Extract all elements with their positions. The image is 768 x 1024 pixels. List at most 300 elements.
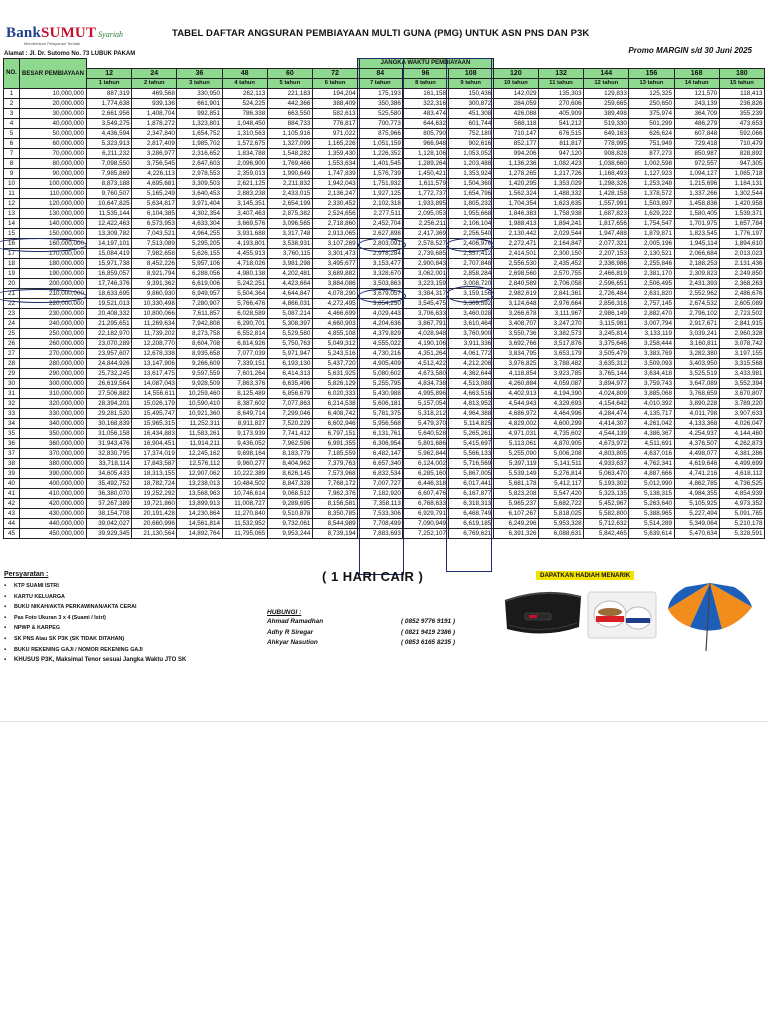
financing-amount: 380,000,000: [20, 459, 87, 469]
installment-cell: 8,626,145: [267, 469, 312, 479]
installment-cell: 4,029,443: [358, 309, 403, 319]
row-number: 40: [4, 479, 20, 489]
table-row: [4, 189, 765, 199]
installment-cell: 2,095,053: [403, 209, 448, 219]
installment-cell: 11,914,211: [177, 439, 222, 449]
installment-cell: 1,557,991: [584, 199, 629, 209]
row-number: 18: [4, 259, 20, 269]
year-header: 7 tahun: [358, 79, 403, 89]
year-header: 13 tahun: [629, 79, 674, 89]
installment-cell: 4,376,507: [674, 439, 719, 449]
installment-cell: 9,510,878: [267, 509, 312, 519]
jangka-waktu-label: JANGKA WAKTU PEMBIAYAAN: [358, 59, 494, 69]
installment-cell: 388,409: [312, 99, 357, 109]
table-row: [4, 499, 765, 509]
table-row: [4, 419, 765, 429]
installment-cell: 9,953,244: [267, 529, 312, 539]
installment-cell: 5,012,990: [629, 479, 674, 489]
financing-amount: 160,000,000: [20, 239, 87, 249]
installment-cell: 375,974: [629, 109, 674, 119]
installment-cell: 6,573,953: [132, 219, 177, 229]
installment-cell: 2,102,318: [358, 199, 403, 209]
installment-cell: 6,797,151: [312, 429, 357, 439]
installment-cell: 649,163: [584, 129, 629, 139]
installment-cell: 3,765,144: [584, 369, 629, 379]
installment-cell: 2,858,284: [448, 269, 493, 279]
year-header: 11 tahun: [538, 79, 583, 89]
table-row: [4, 99, 765, 109]
tenor-header: 72: [312, 69, 357, 79]
table-row: [4, 449, 765, 459]
installment-cell: 3,495,677: [312, 259, 357, 269]
installment-cell: 5,971,947: [267, 349, 312, 359]
installment-cell: 10,921,360: [177, 409, 222, 419]
row-number: 23: [4, 309, 20, 319]
year-header: 8 tahun: [403, 79, 448, 89]
row-number: 31: [4, 389, 20, 399]
installment-cell: 947,305: [719, 159, 764, 169]
installment-cell: 3,670,807: [719, 389, 764, 399]
table-row: [4, 339, 765, 349]
installment-cell: 3,078,742: [719, 339, 764, 349]
installment-cell: 4,730,216: [358, 349, 403, 359]
installment-cell: 3,525,519: [674, 369, 719, 379]
installment-cell: 4,633,304: [177, 219, 222, 229]
installment-cell: 4,829,002: [493, 419, 538, 429]
financing-amount: 300,000,000: [20, 379, 87, 389]
installment-cell: 3,907,633: [719, 409, 764, 419]
installment-cell: 884,733: [267, 119, 312, 129]
installment-cell: 5,255,795: [358, 379, 403, 389]
installment-cell: 601,744: [448, 119, 493, 129]
contact-phone[interactable]: ( 0821 9419 2386 ): [401, 628, 456, 636]
installment-cell: 16,904,451: [132, 439, 177, 449]
row-number: 29: [4, 369, 20, 379]
installment-cell: 1,226,352: [358, 149, 403, 159]
installment-cell: 5,430,988: [358, 389, 403, 399]
installment-cell: 21,295,651: [87, 319, 132, 329]
installment-cell: 1,955,668: [448, 209, 493, 219]
installment-cell: 729,418: [674, 139, 719, 149]
installment-cell: 7,007,727: [358, 479, 403, 489]
row-number: 14: [4, 219, 20, 229]
installment-cell: 6,131,761: [358, 429, 403, 439]
installment-cell: 4,261,042: [629, 419, 674, 429]
installment-cell: 5,265,261: [448, 429, 493, 439]
financing-amount: 60,000,000: [20, 139, 87, 149]
installment-cell: 5,006,208: [538, 449, 583, 459]
installment-cell: 5,582,800: [584, 509, 629, 519]
installment-cell: 5,452,967: [584, 499, 629, 509]
installment-cell: 4,202,481: [267, 269, 312, 279]
installment-cell: 16,859,057: [87, 269, 132, 279]
installment-cell: 1,065,718: [719, 169, 764, 179]
financing-amount: 370,000,000: [20, 449, 87, 459]
installment-cell: 18,633,695: [87, 289, 132, 299]
installment-cell: 2,277,511: [358, 209, 403, 219]
installment-cell: 3,679,057: [358, 289, 403, 299]
financing-amount: 10,000,000: [20, 89, 87, 99]
financing-amount: 390,000,000: [20, 469, 87, 479]
installment-cell: 4,619,646: [674, 459, 719, 469]
installment-cell: 322,316: [403, 99, 448, 109]
installment-cell: 3,407,463: [222, 209, 267, 219]
installment-cell: 6,290,701: [222, 319, 267, 329]
installment-cell: 2,136,247: [312, 189, 357, 199]
installment-cell: 2,570,755: [538, 269, 583, 279]
installment-cell: 2,978,284: [358, 249, 403, 259]
installment-cell: 20,660,996: [132, 519, 177, 529]
waist-bag-image: [503, 583, 583, 641]
table-row: [4, 279, 765, 289]
installment-cell: 6,991,355: [312, 439, 357, 449]
installment-cell: 1,805,232: [448, 199, 493, 209]
installment-cell: 6,768,633: [403, 499, 448, 509]
installment-cell: 9,698,164: [222, 449, 267, 459]
installment-cell: 12,422,463: [87, 219, 132, 229]
financing-amount: 410,000,000: [20, 489, 87, 499]
installment-cell: 9,732,061: [267, 519, 312, 529]
installment-cell: 31,056,158: [87, 429, 132, 439]
installment-cell: 1,654,796: [448, 189, 493, 199]
installment-cell: 6,482,147: [358, 449, 403, 459]
installment-cell: 2,130,521: [629, 249, 674, 259]
installment-cell: 6,214,538: [312, 399, 357, 409]
installment-cell: 1,539,371: [719, 209, 764, 219]
installment-cell: 236,826: [719, 99, 764, 109]
installment-cell: 6,814,926: [222, 339, 267, 349]
installment-cell: 4,803,805: [584, 449, 629, 459]
installment-cell: 15,971,738: [87, 259, 132, 269]
installment-cell: 6,028,589: [222, 309, 267, 319]
installment-cell: 3,328,670: [358, 269, 403, 279]
installment-cell: 3,145,351: [222, 199, 267, 209]
installment-cell: 5,956,568: [358, 419, 403, 429]
installment-cell: 6,020,333: [312, 389, 357, 399]
tenor-header: 108: [448, 69, 493, 79]
installment-cell: 4,736,525: [719, 479, 764, 489]
row-number: 30: [4, 379, 20, 389]
installment-cell: 23,957,607: [87, 349, 132, 359]
installment-cell: 1,048,450: [222, 119, 267, 129]
installment-cell: 2,207,153: [584, 249, 629, 259]
installment-cell: 992,851: [177, 109, 222, 119]
year-header: 10 tahun: [493, 79, 538, 89]
installment-cell: 5,141,511: [538, 459, 583, 469]
installment-cell: 4,984,355: [674, 489, 719, 499]
installment-cell: 4,362,644: [448, 369, 493, 379]
installment-cell: 1,769,466: [267, 159, 312, 169]
installment-cell: 14,230,864: [177, 509, 222, 519]
installment-cell: 8,156,581: [312, 499, 357, 509]
installment-cell: 1,203,488: [448, 159, 493, 169]
installment-cell: 1,215,696: [674, 179, 719, 189]
installment-cell: 15,965,315: [132, 419, 177, 429]
installment-cell: 2,368,263: [719, 279, 764, 289]
installment-cell: 9,391,362: [132, 279, 177, 289]
installment-cell: 9,289,695: [267, 499, 312, 509]
installment-cell: 262,113: [222, 89, 267, 99]
year-header: 9 tahun: [448, 79, 493, 89]
installment-cell: 7,768,172: [312, 479, 357, 489]
installment-cell: 1,408,704: [132, 109, 177, 119]
installment-cell: 1,701,975: [674, 219, 719, 229]
table-row: [4, 469, 765, 479]
installment-cell: 39,929,345: [87, 529, 132, 539]
installment-cell: 6,468,749: [448, 509, 493, 519]
installment-cell: 19,252,292: [132, 489, 177, 499]
installment-cell: 3,282,380: [674, 349, 719, 359]
installment-cell: 28,394,201: [87, 399, 132, 409]
requirements-title: Persyaratan :: [4, 571, 49, 578]
installment-cell: 1,576,739: [358, 169, 403, 179]
installment-cell: 3,647,089: [674, 379, 719, 389]
installment-cell: 8,847,328: [267, 479, 312, 489]
requirement-item: ▪ SK PNS Atau SK P3K (SK TIDAK DITAHAN): [4, 634, 264, 645]
table-row: [4, 509, 765, 519]
financing-amount: 240,000,000: [20, 319, 87, 329]
installment-cell: 2,840,589: [493, 279, 538, 289]
table-row: [4, 329, 765, 339]
financing-amount: 430,000,000: [20, 509, 87, 519]
installment-cell: 2,757,145: [629, 299, 674, 309]
installment-cell: 330,950: [177, 89, 222, 99]
installment-cell: 3,309,503: [177, 179, 222, 189]
financing-amount: 310,000,000: [20, 389, 87, 399]
installment-cell: 4,866,031: [267, 299, 312, 309]
table-row: [4, 269, 765, 279]
installment-cell: 5,049,312: [312, 339, 357, 349]
installment-cell: 6,211,232: [87, 149, 132, 159]
installment-cell: 5,781,375: [358, 409, 403, 419]
table-row: [4, 169, 765, 179]
year-header: 12 tahun: [584, 79, 629, 89]
installment-cell: 8,350,785: [312, 509, 357, 519]
installment-cell: 3,653,179: [538, 349, 583, 359]
installment-cell: 2,803,091: [358, 239, 403, 249]
installment-cell: 3,706,633: [403, 309, 448, 319]
installment-cell: 6,306,954: [358, 439, 403, 449]
installment-cell: 661,901: [177, 99, 222, 109]
installment-cell: 1,846,383: [493, 209, 538, 219]
financing-amount: 150,000,000: [20, 229, 87, 239]
installment-cell: 2,723,502: [719, 309, 764, 319]
contact-row: [267, 617, 497, 628]
installment-cell: 2,976,664: [538, 299, 583, 309]
installment-cell: 8,387,602: [222, 399, 267, 409]
installment-cell: 4,544,139: [584, 429, 629, 439]
installment-cell: 3,517,876: [538, 339, 583, 349]
installment-cell: 10,330,498: [132, 299, 177, 309]
installment-cell: 1,834,788: [222, 149, 267, 159]
installment-cell: 4,026,047: [719, 419, 764, 429]
installment-cell: 7,043,521: [132, 229, 177, 239]
financing-amount: 80,000,000: [20, 159, 87, 169]
row-number: 6: [4, 139, 20, 149]
tenor-header: 24: [132, 69, 177, 79]
installment-cell: 1,327,099: [267, 139, 312, 149]
installment-cell: 142,029: [493, 89, 538, 99]
installment-cell: 13,309,782: [87, 229, 132, 239]
installment-cell: 786,338: [222, 109, 267, 119]
row-number: 36: [4, 439, 20, 449]
installment-cell: 1,053,052: [448, 149, 493, 159]
installment-cell: 389,498: [584, 109, 629, 119]
installment-cell: 1,302,544: [719, 189, 764, 199]
installment-cell: 2,096,900: [222, 159, 267, 169]
installment-cell: 5,255,090: [493, 449, 538, 459]
installment-cell: 4,905,409: [358, 359, 403, 369]
installment-cell: 6,769,621: [448, 529, 493, 539]
installment-cell: 1,503,897: [629, 199, 674, 209]
installment-cell: 9,597,559: [177, 369, 222, 379]
installment-cell: 592,066: [719, 129, 764, 139]
installment-cell: 39,042,027: [87, 519, 132, 529]
installment-cell: 5,826,129: [312, 379, 357, 389]
installment-cell: 22,182,970: [87, 329, 132, 339]
installment-cell: 3,433,981: [719, 369, 764, 379]
installment-cell: 1,450,421: [403, 169, 448, 179]
tenor-row: [4, 69, 765, 79]
tenor-header: 96: [403, 69, 448, 79]
installment-cell: 2,654,199: [267, 199, 312, 209]
installment-cell: 7,520,229: [267, 419, 312, 429]
row-number: 2: [4, 99, 20, 109]
installment-cell: 4,673,972: [584, 439, 629, 449]
year-header: 6 tahun: [312, 79, 357, 89]
installment-cell: 150,436: [448, 89, 493, 99]
installment-cell: 9,960,277: [222, 459, 267, 469]
installment-cell: 17,843,587: [132, 459, 177, 469]
installment-cell: 8,125,489: [222, 389, 267, 399]
installment-cell: 1,776,197: [719, 229, 764, 239]
installment-cell: 2,841,915: [719, 319, 764, 329]
contact-phone[interactable]: ( 0853 6165 8235 ): [401, 639, 456, 646]
installment-cell: 26,619,564: [87, 379, 132, 389]
tenor-header: 180: [719, 69, 764, 79]
installment-cell: 6,088,631: [538, 529, 583, 539]
contact-name: Adhy R Siregar: [267, 628, 314, 636]
installment-cell: 4,511,691: [629, 439, 674, 449]
row-number: 24: [4, 319, 20, 329]
installment-cell: 1,337,266: [674, 189, 719, 199]
row-number: 5: [4, 129, 20, 139]
installment-cell: 887,319: [87, 89, 132, 99]
row-number: 39: [4, 469, 20, 479]
financing-amount: 130,000,000: [20, 209, 87, 219]
installment-cell: 805,790: [403, 129, 448, 139]
installment-cell: 1,278,265: [493, 169, 538, 179]
row-number: 20: [4, 279, 20, 289]
installment-cell: 5,227,494: [674, 509, 719, 519]
installment-cell: 6,552,814: [222, 329, 267, 339]
installment-cell: 3,245,814: [584, 329, 629, 339]
row-number: 35: [4, 429, 20, 439]
requirement-item: ▪ KTP SUAMI ISTRI: [4, 581, 264, 592]
installment-cell: 4,762,341: [629, 459, 674, 469]
installment-cell: 2,674,532: [674, 299, 719, 309]
installment-cell: 7,077,039: [222, 349, 267, 359]
installment-cell: 2,211,832: [267, 179, 312, 189]
col-no: NO.: [4, 59, 20, 89]
installment-cell: 442,366: [267, 99, 312, 109]
installment-cell: 1,942,043: [312, 179, 357, 189]
financing-amount: 340,000,000: [20, 419, 87, 429]
installment-cell: 4,741,216: [674, 469, 719, 479]
installment-cell: 1,704,354: [493, 199, 538, 209]
contact-phone[interactable]: ( 0852 9776 9191 ): [401, 618, 456, 625]
installment-cell: 2,336,986: [584, 259, 629, 269]
installment-cell: 1,747,839: [312, 169, 357, 179]
installment-cell: 3,309,592: [448, 299, 493, 309]
installment-cell: 129,833: [584, 89, 629, 99]
table-row: [4, 319, 765, 329]
installment-cell: 2,347,840: [132, 129, 177, 139]
installment-cell: 1,823,545: [674, 229, 719, 239]
installment-cell: 1,947,488: [584, 229, 629, 239]
installment-cell: 4,272,495: [312, 299, 357, 309]
installment-cell: 4,735,602: [538, 429, 583, 439]
installment-cell: 12,208,770: [132, 339, 177, 349]
installment-cell: 850,987: [674, 149, 719, 159]
financing-amount: 230,000,000: [20, 309, 87, 319]
installment-cell: 1,751,932: [358, 179, 403, 189]
financing-amount: 140,000,000: [20, 219, 87, 229]
installment-cell: 1,420,295: [493, 179, 538, 189]
installment-cell: 3,039,241: [674, 329, 719, 339]
table-row: [4, 139, 765, 149]
year-header: 2 tahun: [132, 79, 177, 89]
installment-cell: 5,210,178: [719, 519, 764, 529]
table-row: [4, 259, 765, 269]
installment-cell: 135,303: [538, 89, 583, 99]
installment-cell: 1,988,413: [493, 219, 538, 229]
installment-cell: 13,238,013: [177, 479, 222, 489]
installment-cell: 752,180: [448, 129, 493, 139]
requirements-list: [4, 581, 264, 666]
installment-cell: 607,848: [674, 129, 719, 139]
installment-cell: 2,647,603: [177, 159, 222, 169]
installment-cell: 3,931,688: [222, 229, 267, 239]
installment-cell: 1,687,823: [584, 209, 629, 219]
installment-cell: 7,513,089: [132, 239, 177, 249]
installment-cell: 7,339,151: [222, 359, 267, 369]
table-row: [4, 359, 765, 369]
row-number: 9: [4, 169, 20, 179]
installment-cell: 5,957,106: [177, 259, 222, 269]
installment-cell: 284,059: [493, 99, 538, 109]
financing-amount: 190,000,000: [20, 269, 87, 279]
table-row: [4, 399, 765, 409]
installment-cell: 7,098,550: [87, 159, 132, 169]
installment-cell: 11,535,144: [87, 209, 132, 219]
installment-cell: 6,619,185: [448, 519, 493, 529]
installment-cell: 4,260,884: [493, 379, 538, 389]
installment-cell: 5,716,569: [448, 459, 493, 469]
installment-cell: 4,964,255: [177, 229, 222, 239]
installment-cell: 13,899,913: [177, 499, 222, 509]
installment-cell: 2,917,671: [674, 319, 719, 329]
requirement-item: ▪ KHUSUS P3K, Maksimal Tenor sesuai Jangka Waktu JTO SK: [4, 655, 264, 666]
installment-cell: 1,945,114: [674, 239, 719, 249]
row-number: 3: [4, 109, 20, 119]
row-number: 32: [4, 399, 20, 409]
installment-cell: 4,028,948: [403, 329, 448, 339]
installment-cell: 125,325: [629, 89, 674, 99]
promo-margin: Promo MARGIN s/d 30 Juni 2025: [628, 46, 752, 55]
installment-cell: 1,611,579: [403, 179, 448, 189]
installment-cell: 2,875,382: [267, 209, 312, 219]
